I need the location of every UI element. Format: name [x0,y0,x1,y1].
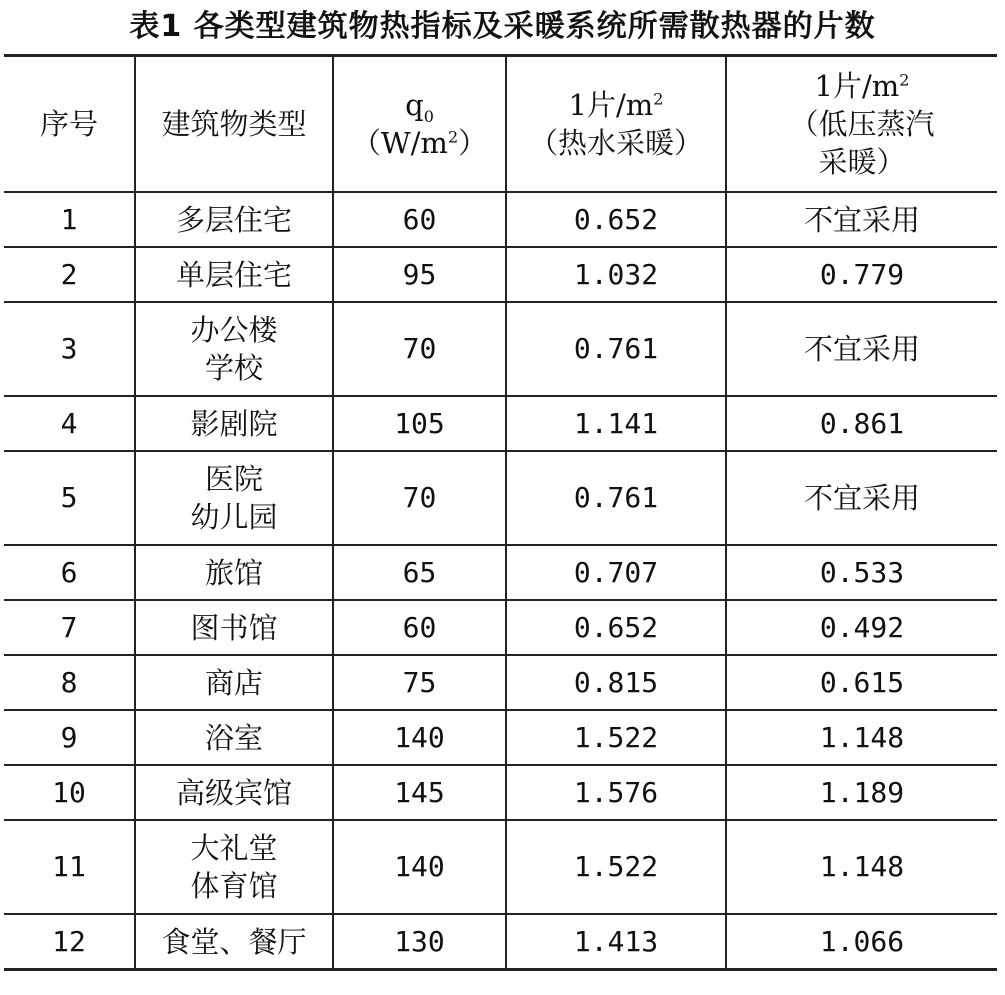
cell-q0: 145 [333,765,506,820]
building-type-line: 办公楼 [190,313,278,347]
building-type-line: 影剧院 [190,406,278,441]
cell-seq: 2 [4,247,135,302]
cell-steam: 1.148 [726,710,997,765]
cell-building-type [135,765,333,820]
cell-steam: 0.861 [726,396,997,451]
header-building-type: 建筑物类型 [135,56,333,193]
cell-steam: 不宜采用 [726,302,997,396]
building-type-line: 学校 [204,351,263,385]
cell-q0: 70 [333,302,506,396]
hot-water-sup: 2 [653,89,664,109]
cell-building-type [135,302,333,396]
cell-seq: 8 [4,655,135,710]
table-title: 表1 各类型建筑物热指标及采暖系统所需散热器的片数 [129,9,876,44]
cell-hot-water: 1.413 [506,914,726,970]
cell-seq: 10 [4,765,135,820]
hot-water-line1 [511,86,721,124]
cell-seq: 7 [4,600,135,655]
hot-water-line2: （热水采暖） [528,126,703,160]
table-row [4,451,997,545]
cell-hot-water: 0.652 [506,600,726,655]
cell-q0: 130 [333,914,506,970]
cell-hot-water: 0.761 [506,302,726,396]
cell-q0: 65 [333,545,506,600]
building-type-line: 医院 [204,462,263,496]
building-type-line: 食堂、餐厅 [161,924,307,959]
cell-seq: 3 [4,302,135,396]
steam-line1 [731,67,993,105]
cell-building-type [135,655,333,710]
steam-line2: （低压蒸汽 [789,107,935,141]
header-seq: 序号 [4,56,135,193]
building-type-line: 幼儿园 [190,500,278,534]
table-row [4,710,997,765]
cell-building-type [135,545,333,600]
cell-seq: 1 [4,192,135,247]
building-type-line: 大礼堂 [190,831,278,865]
cell-building-type [135,914,333,970]
cell-hot-water: 1.522 [506,710,726,765]
table-row [4,192,997,247]
steam-line3: 采暖） [818,145,906,179]
cell-steam: 不宜采用 [726,451,997,545]
building-type-line: 单层住宅 [175,257,292,292]
table-row [4,655,997,710]
building-type-line: 多层住宅 [175,202,292,237]
cell-steam: 0.492 [726,600,997,655]
cell-hot-water: 0.761 [506,451,726,545]
cell-hot-water: 0.815 [506,655,726,710]
steam-sup: 2 [899,70,910,90]
cell-building-type [135,451,333,545]
cell-seq: 5 [4,451,135,545]
table-row [4,600,997,655]
cell-hot-water: 0.652 [506,192,726,247]
q0-subscript: 0 [423,106,434,126]
cell-q0: 70 [333,451,506,545]
cell-building-type [135,820,333,914]
q0-unit-close: ） [458,126,488,160]
radiator-table [4,54,997,971]
cell-q0: 105 [333,396,506,451]
cell-seq: 9 [4,710,135,765]
q0-unit-open: （W/m [351,126,448,160]
building-type-line: 高级宾馆 [175,775,292,810]
building-type-line: 体育馆 [190,869,278,903]
cell-q0: 95 [333,247,506,302]
cell-building-type [135,600,333,655]
header-q0 [333,56,506,193]
cell-steam: 0.615 [726,655,997,710]
cell-q0: 140 [333,710,506,765]
cell-hot-water: 1.522 [506,820,726,914]
cell-seq: 4 [4,396,135,451]
building-type-line: 浴室 [204,720,263,755]
header-hot-water [506,56,726,193]
cell-hot-water: 0.707 [506,545,726,600]
table-row [4,820,997,914]
table-body [4,192,997,970]
table-row [4,302,997,396]
table-row [4,545,997,600]
cell-building-type [135,247,333,302]
cell-seq: 11 [4,820,135,914]
q0-unit-sup: 2 [447,127,459,147]
cell-building-type [135,192,333,247]
cell-steam: 0.533 [726,545,997,600]
table-row [4,247,997,302]
table-row [4,765,997,820]
table-row [4,396,997,451]
hot-water-unit: 1片/m [568,88,654,122]
cell-steam: 1.066 [726,914,997,970]
building-type-line: 商店 [204,665,263,700]
steam-unit: 1片/m [814,69,900,103]
cell-hot-water: 1.576 [506,765,726,820]
cell-steam: 0.779 [726,247,997,302]
cell-building-type [135,710,333,765]
cell-steam: 1.189 [726,765,997,820]
q0-symbol: q [405,88,424,122]
cell-hot-water: 1.141 [506,396,726,451]
cell-steam: 不宜采用 [726,192,997,247]
building-type-line: 旅馆 [204,555,263,590]
cell-seq: 12 [4,914,135,970]
header-steam [726,56,997,193]
header-row [4,56,997,193]
cell-steam: 1.148 [726,820,997,914]
cell-q0: 60 [333,192,506,247]
cell-q0: 75 [333,655,506,710]
cell-q0: 140 [333,820,506,914]
table-row [4,914,997,970]
cell-building-type [135,396,333,451]
cell-q0: 60 [333,600,506,655]
cell-hot-water: 1.032 [506,247,726,302]
cell-seq: 6 [4,545,135,600]
building-type-line: 图书馆 [190,610,278,645]
